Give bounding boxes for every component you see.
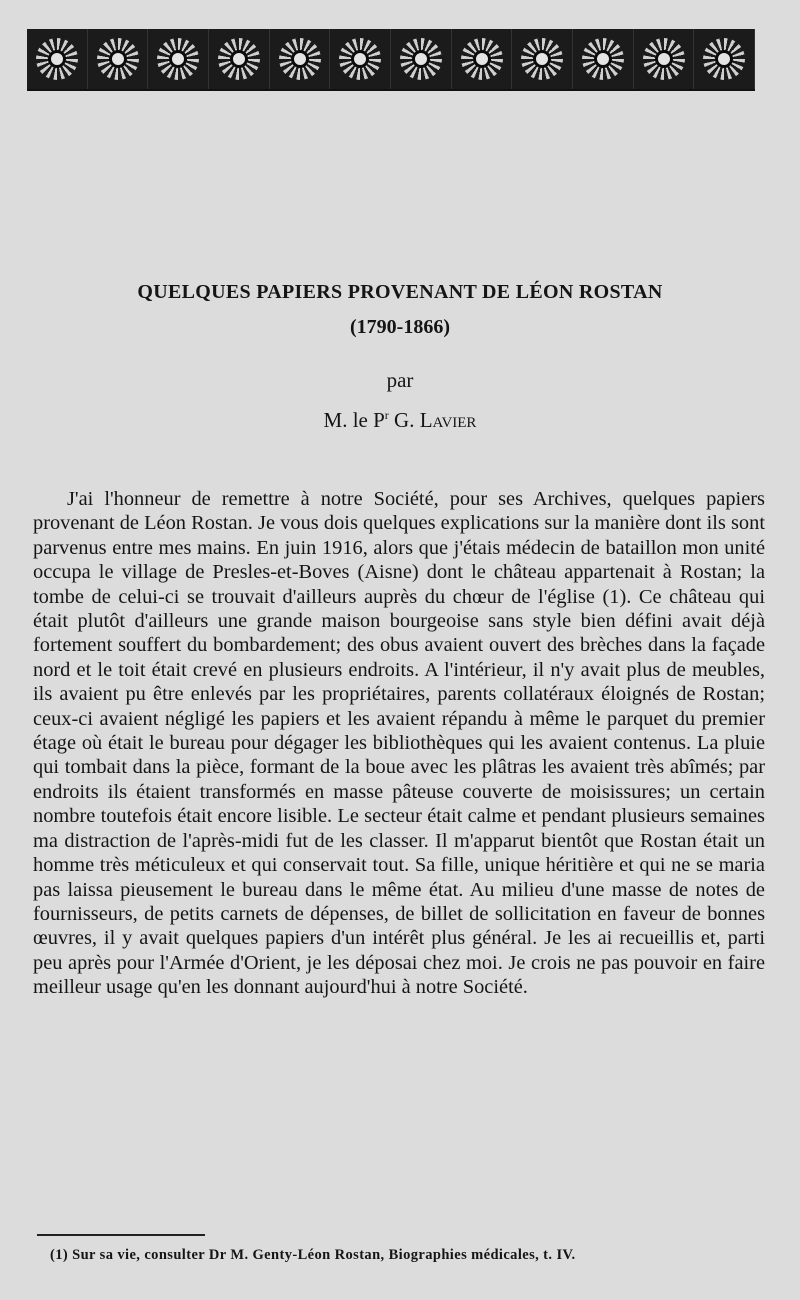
- rosette-ornament: [88, 29, 149, 89]
- rosette-ornament: [573, 29, 634, 89]
- author-line: [0, 408, 800, 433]
- rosette-ornament: [634, 29, 695, 89]
- rosette-ornament: [452, 29, 513, 89]
- article-title: QUELQUES PAPIERS PROVENANT DE LÉON ROSTAN: [137, 281, 663, 303]
- author-surname: Lavier: [419, 408, 477, 432]
- author-initial: G.: [388, 408, 420, 432]
- rosette-ornament: [512, 29, 573, 89]
- rosette-ornament: [270, 29, 331, 89]
- article-body: [33, 487, 765, 1000]
- rosette-ornament: [391, 29, 452, 89]
- ornamental-header-band: [27, 29, 755, 91]
- rosette-ornament: [694, 29, 755, 89]
- rosette-ornament: [27, 29, 88, 89]
- article-dates: (1790-1866): [350, 316, 450, 338]
- author-prefix: M. le P: [323, 408, 385, 432]
- rosette-ornament: [148, 29, 209, 89]
- byline-par: par: [386, 368, 414, 392]
- rosette-ornament: [330, 29, 391, 89]
- rosette-ornament: [209, 29, 270, 89]
- footnote-rule: [37, 1234, 205, 1236]
- author-title-sup: r: [384, 408, 389, 422]
- body-paragraph: J'ai l'honneur de remettre à notre Société, pour ses Archives, quelques papiers provenant de Léon Rostan. Je vous dois quelques explications sur la manière dont ils sont parvenus entre mes mains. En juin 1916, alors que j'étais médecin de bataillon mon unité occupa le village de Presles-et-Boves (Aisne) dont le château appartenait à Rostan; la tombe de celui-ci se trouvait d'ailleurs auprès du chœur de l'église (1). Ce château qui était plutôt d'ailleurs une grande maison bourgeoise sans style bien défini avait déjà fortement souffert du bombardement; des obus avaient ouvert des brèches dans la façade nord et le toit était crevé en plusieurs endroits. A l'intérieur, il n'y avait plus de meubles, ils avaient pu être enlevés par les propriétaires, parents collatéraux éloignés de Rostan; ceux-ci avaient négligé les papiers et les avaient répandu à même le parquet du premier étage où était le bureau pour dégager les bibliothèques qui les avaient contenus. La pluie qui tombait dans la pièce, formant de la boue avec les plâtras les avaient très abîmés; par endroits ils étaient transformés en masse pâteuse couverte de moisissures; un certain nombre toutefois était encore lisible. Le secteur était calme et pendant plusieurs semaines ma distraction de l'après-midi fut de les classer. Il m'apparut bientôt que Rostan était un homme très méticuleux et qui conservait tout. Sa fille, unique héritière et qui ne se maria pas laissa pieusement le bureau dans le même état. Au milieu d'une masse de notes de fournisseurs, de petits carnets de dépenses, de billet de sollicitation en faveur de bonnes œuvres, il y avait quelques papiers d'un intérêt plus général. Je les ai recueillis et, parti peu après pour l'Armée d'Orient, je les déposai chez moi. Je crois ne pas pouvoir en faire meilleur usage qu'en les donnant aujourd'hui à notre Société.: [33, 488, 765, 999]
- footnote: (1) Sur sa vie, consulter Dr M. Genty-Léon Rostan, Biographies médicales, t. IV.: [50, 1247, 576, 1263]
